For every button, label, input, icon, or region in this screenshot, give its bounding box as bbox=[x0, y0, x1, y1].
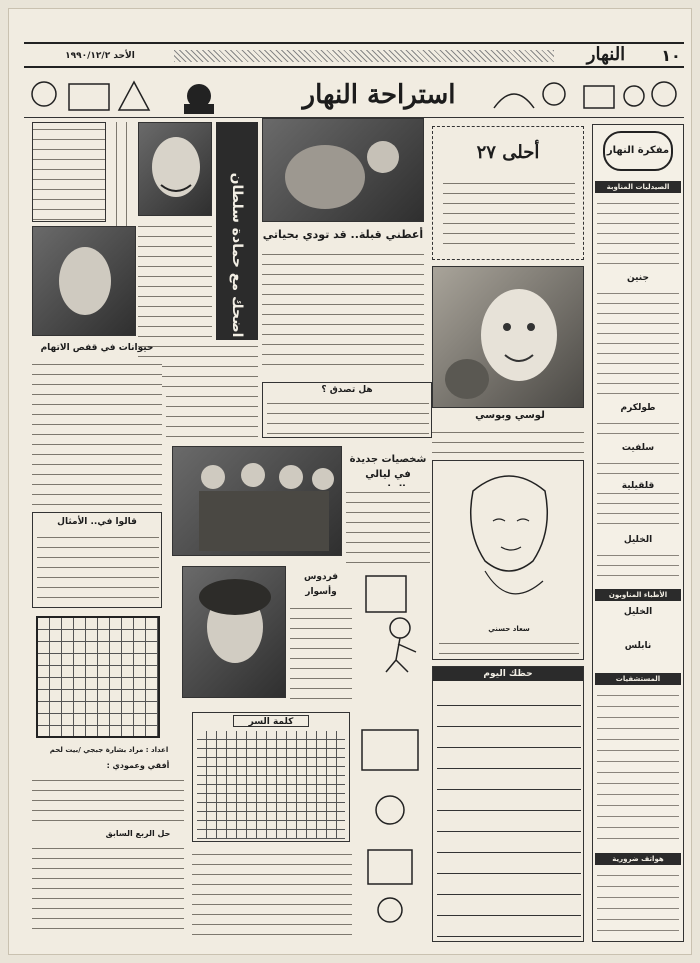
duty-doctors-header: الأطباء المناوبون bbox=[595, 589, 681, 601]
sayings-title: قالوا في.. الأمثال bbox=[57, 517, 137, 527]
lucy-photo bbox=[432, 266, 584, 408]
comedian-photo bbox=[138, 122, 212, 216]
lucy-title: لوسي وبوسي bbox=[475, 410, 545, 421]
lucy-text bbox=[432, 426, 584, 454]
sayings-text bbox=[37, 531, 159, 605]
city-salfit: سلفيت bbox=[597, 443, 679, 455]
sketch-box bbox=[432, 460, 584, 660]
animals-text bbox=[32, 358, 162, 508]
hospitals-header: المستشفيات bbox=[595, 673, 681, 685]
firdaws-photo bbox=[182, 566, 286, 698]
woman-photo-1 bbox=[32, 226, 136, 336]
horoscope-box bbox=[432, 666, 584, 942]
password-puzzle-box bbox=[192, 712, 350, 842]
kiss-title: أعطني قبلة.. قد تودي بحياتي bbox=[262, 228, 424, 241]
hospital-list bbox=[597, 689, 679, 849]
city-hebron: الخليل bbox=[623, 535, 653, 545]
masthead bbox=[24, 42, 684, 68]
page-number: ١٠ bbox=[661, 46, 681, 65]
believe-title: هل تصدق ؟ bbox=[321, 385, 373, 395]
group-photo bbox=[172, 446, 342, 556]
city-nablus: نابلس bbox=[624, 641, 652, 651]
love-title: أحلى ٢٧ bbox=[476, 142, 540, 163]
answers-text bbox=[32, 774, 184, 824]
group-portrait-icon bbox=[173, 447, 343, 557]
pharmacies-header: الصيدليات المناوبة bbox=[595, 181, 681, 193]
bottom-cartoons bbox=[354, 720, 428, 938]
cartoon-figures-icon bbox=[484, 74, 684, 116]
sidebar-logo-title: مفكرة النهار bbox=[606, 145, 670, 156]
city-jenin: جنين bbox=[627, 273, 649, 283]
crossword-clues bbox=[192, 848, 352, 938]
city-qalqilya: قلقيلية bbox=[597, 481, 679, 493]
left-top-text bbox=[32, 122, 106, 222]
horoscope-title: حظك اليوم bbox=[433, 667, 583, 681]
section-title: استراحة النهار bbox=[302, 80, 456, 110]
animals-title: حيوانات في قفص الاتهام bbox=[40, 343, 154, 353]
cartoon-strip-right bbox=[484, 74, 684, 116]
pharmacy-list-3 bbox=[597, 549, 679, 579]
answers-title: أفقي وعمودي : bbox=[106, 761, 170, 770]
puzzle-grid-left bbox=[36, 616, 160, 738]
love-text bbox=[443, 177, 575, 247]
city-tulkarm: طولكرم bbox=[597, 403, 679, 415]
crossword-grid bbox=[197, 731, 345, 839]
woman-portrait-icon bbox=[183, 567, 287, 699]
phone-list bbox=[597, 869, 679, 935]
city-hebron-doctors: الخليل bbox=[623, 607, 653, 617]
pharmacy-list-1 bbox=[597, 197, 679, 269]
cartoon-strip-left bbox=[24, 74, 239, 116]
woman-portrait-icon bbox=[33, 227, 137, 337]
masthead-stripe bbox=[174, 50, 554, 62]
smile-title: اضحك مع حمادة سلطان bbox=[229, 172, 245, 338]
side-vertical-text bbox=[110, 122, 134, 232]
firdaws-title: فردوس وأسوار bbox=[303, 572, 339, 597]
important-phones-header: هواتف ضرورية bbox=[595, 853, 681, 865]
sayings-box bbox=[32, 512, 162, 608]
mid-caption-text bbox=[166, 340, 258, 444]
prev-solution-text bbox=[32, 842, 184, 938]
tiger-kiss-icon bbox=[263, 119, 425, 223]
cartoon-box bbox=[356, 570, 430, 674]
new-chars-text bbox=[346, 486, 430, 566]
horoscope-rows bbox=[437, 685, 581, 937]
firdaws-text bbox=[290, 602, 352, 706]
sidebar bbox=[592, 124, 684, 942]
cartoon-man-icon bbox=[356, 570, 430, 674]
cartoon-figures-icon bbox=[24, 74, 239, 116]
believe-text bbox=[267, 397, 429, 435]
paper-name: النهار bbox=[586, 44, 626, 65]
issue-date: الأحد ١٩٩٠/١٢/٢ bbox=[65, 51, 135, 61]
puzzle-caption: اعداد : مراد بشارة جبجي /بيت لحم bbox=[49, 746, 169, 754]
new-chars-title: شخصيات جديدة في ليالي bbox=[349, 454, 427, 480]
love-box bbox=[432, 126, 584, 260]
girl-portrait-icon bbox=[433, 267, 585, 409]
sketch-text bbox=[439, 637, 579, 657]
crossword-title: كلمة السر bbox=[233, 715, 309, 727]
believe-box bbox=[262, 382, 432, 438]
sidebar-logo bbox=[603, 131, 673, 171]
cartoon-strip-icon bbox=[354, 720, 428, 938]
woman-sketch-icon bbox=[433, 461, 585, 621]
section-banner bbox=[24, 72, 684, 118]
sketch-caption: سعاد حسني bbox=[488, 625, 530, 633]
tiger-photo bbox=[262, 118, 424, 222]
man-portrait-icon bbox=[139, 123, 213, 217]
kiss-text bbox=[262, 248, 424, 368]
prev-solution-title: حل الربع السابق bbox=[105, 829, 171, 838]
